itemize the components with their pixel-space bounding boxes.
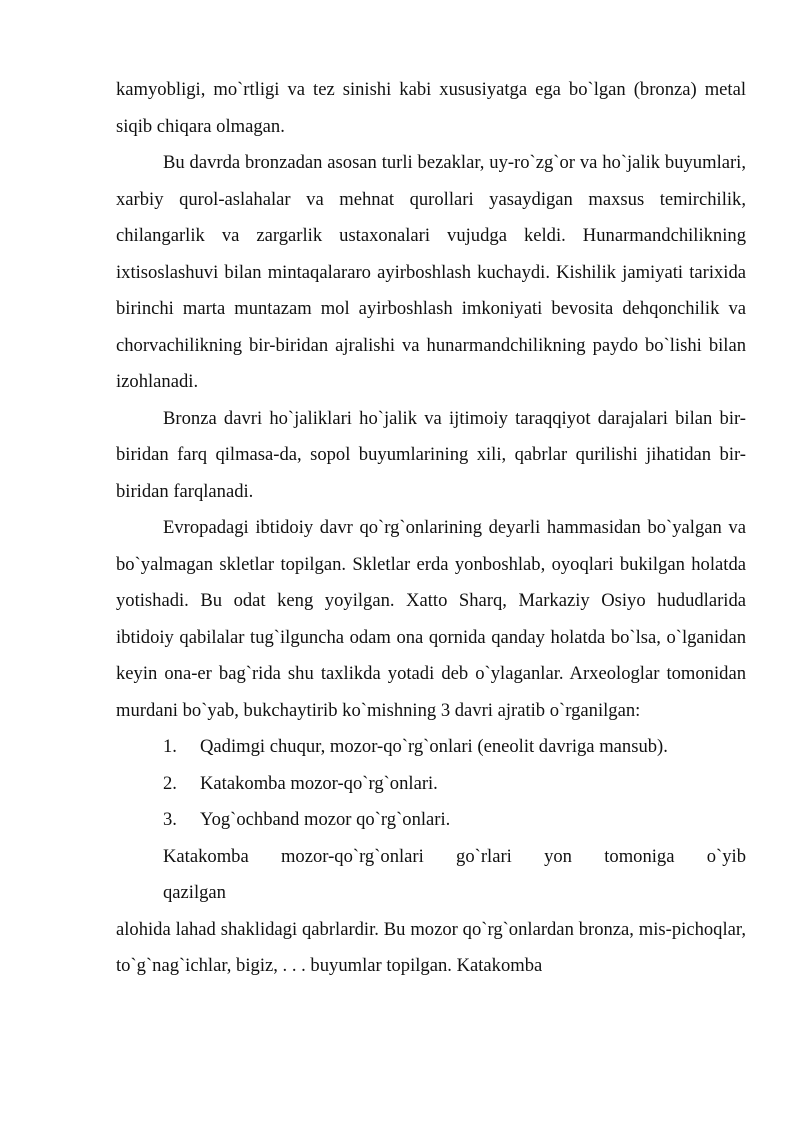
list-item-text: Qadimgi chuqur, mozor-qo`rg`onlari (eneolit davriga mansub).	[200, 736, 668, 757]
list-item-text: Yog`ochband mozor qo`rg`onlari.	[200, 809, 451, 830]
list-item	[116, 766, 746, 803]
list-item-number: 1.	[163, 736, 177, 757]
paragraph-katakomba-intro	[116, 839, 746, 912]
paragraph-continuation: kamyobligi, mo`rtligi va tez sinishi kabi xususiyatga ega bo`lgan (bronza) metal siqib chiqara olmagan.	[116, 79, 746, 137]
list-item-number: 3.	[163, 809, 177, 830]
list-item-text: Katakomba mozor-qo`rg`onlari.	[200, 772, 438, 794]
paragraph-katakomba-details: alohida lahad shaklidagi qabrlardir. Bu mozor qo`rg`onlardan bronza, mis-pichoqlar, to`g`nag`ichlar, bigiz, . . . buyumlar topilgan. Katakomba	[116, 918, 746, 976]
burial-periods-list	[116, 729, 746, 839]
paragraph-burial-customs: Evropadagi ibtidoiy davr qo`rg`onlarining deyarli hammasidan bo`yalgan va bo`yalmagan skletlar topilgan. Skletlar erda yonboshlab, oyoqlari bukilgan holatda yotishadi. Bu odat keng yoyilgan. Xatto Sharq, Markaziy Osiyo hududlarida ibtidoiy qabilalar tug`ilguncha odam ona qornida qanday holatda bo`lsa, o`lganidan keyin ona-er bag`rida shu taxlikda yotadi deb o`ylaganlar. Arxeologlar tomonidan murdani bo`yab, bukchaytirib ko`mishning 3 davri ajratib o`rganilgan:	[116, 517, 746, 721]
paragraph-bronze-economies: Bronza davri ho`jaliklari ho`jalik va ijtimoiy taraqqiyot darajalari bilan bir-biridan farq qilmasa-da, sopol buyumlarining xili, qabrlar qurilishi jihatidan bir-biridan farqlanadi.	[116, 407, 746, 502]
katakomba-intro-continuation: qazilgan	[163, 882, 226, 903]
paragraph-bronze-workshops: Bu davrda bronzadan asosan turli bezaklar, uy-ro`zg`or va ho`jalik buyumlari, xarbiy qurol-aslahalar va mehnat qurollari yasaydigan maxsus temirchilik, chilangarlik va zargarlik ustaxonalari vujudga keldi. Hunarmandchilikning ixtisoslashuvi bilan mintaqalararo ayirboshlash kuchaydi. Kishilik jamiyati tarixida birinchi marta muntazam mol ayirboshlash imkoniyati bevosita dehqonchilik va chorvachilikning bir-biridan ajralishi va hunarmandchilikning paydo bo`lishi bilan izohlanadi.	[116, 152, 746, 392]
list-item-number: 2.	[163, 772, 177, 794]
document-page	[116, 72, 746, 985]
katakomba-intro-line: Katakomba mozor-qo`rg`onlari go`rlari yon tomoniga o`yib	[163, 845, 746, 867]
list-item	[116, 729, 746, 766]
list-item	[116, 802, 746, 839]
